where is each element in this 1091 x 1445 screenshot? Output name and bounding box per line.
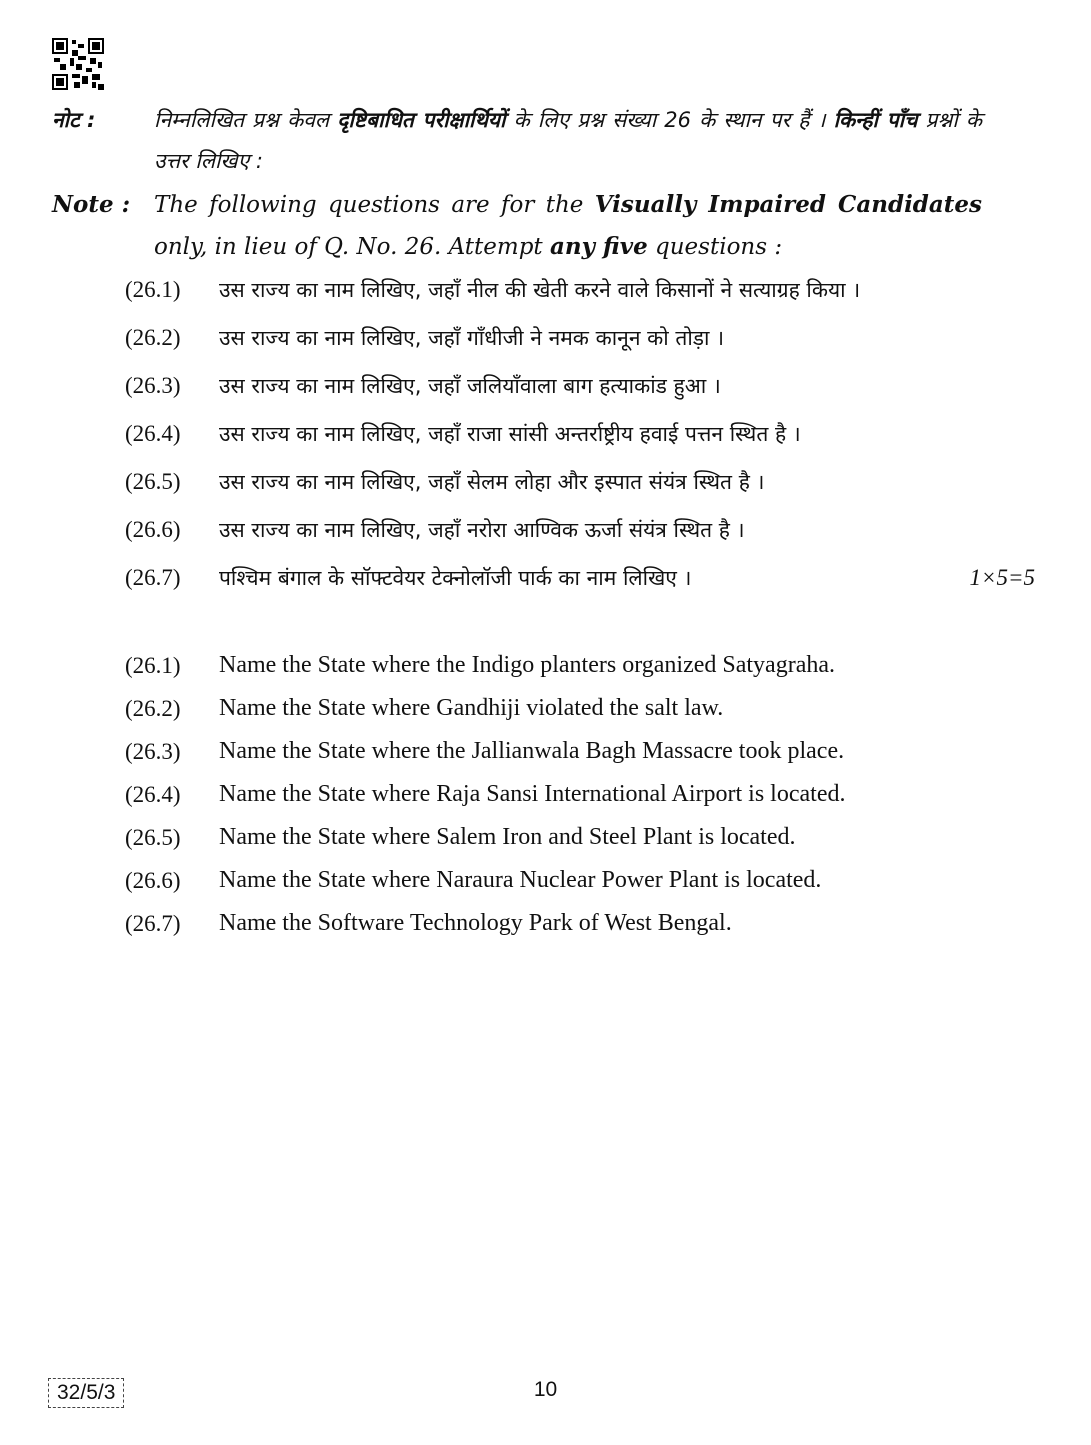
question-number: (26.6)	[125, 868, 181, 893]
question-number: (26.4)	[125, 782, 181, 807]
question-text: उस राज्य का नाम लिखिए, जहाँ राजा सांसी अन्तर्राष्ट्रीय हवाई पत्तन स्थित है ।	[219, 422, 801, 446]
question-number: (26.6)	[125, 517, 181, 542]
question-text: उस राज्य का नाम लिखिए, जहाँ सेलम लोहा और इस्पात संयंत्र स्थित है ।	[219, 470, 765, 494]
question-number: (26.5)	[125, 825, 181, 850]
hindi-note-text	[154, 100, 982, 182]
question-text: Name the State where the Indigo planters organized Satyagraha.	[219, 652, 835, 678]
list-item	[125, 464, 980, 500]
question-number: (26.1)	[125, 277, 181, 302]
marks-allocation: 1×5=5	[969, 565, 1035, 590]
english-note-text	[154, 184, 982, 268]
list-item	[125, 272, 980, 308]
list-item	[125, 822, 980, 853]
question-text: उस राज्य का नाम लिखिए, जहाँ जलियाँवाला बाग हत्याकांड हुआ ।	[219, 374, 721, 398]
question-text: उस राज्य का नाम लिखिए, जहाँ गाँधीजी ने नमक कानून को तोड़ा ।	[219, 326, 725, 350]
hindi-note-label: नोट :	[52, 108, 96, 132]
english-note-text-3: questions :	[647, 234, 783, 260]
list-item	[125, 779, 980, 810]
list-item	[125, 693, 980, 724]
question-number: (26.3)	[125, 373, 181, 398]
hindi-note-bold-1: दृष्टिबाधित परीक्षार्थियों	[337, 108, 506, 132]
question-text: Name the State where Raja Sansi International Airport is located.	[219, 781, 846, 807]
english-note-bold-2: any five	[549, 233, 648, 260]
question-number: (26.7)	[125, 565, 181, 590]
list-item	[125, 650, 980, 681]
hindi-question-list	[125, 272, 1035, 596]
list-item	[125, 736, 980, 767]
question-text: पश्चिम बंगाल के सॉफ्टवेयर टेक्नोलॉजी पार्क का नाम लिखिए ।	[219, 566, 692, 590]
list-item	[125, 320, 980, 356]
question-text: Name the State where Salem Iron and Steel Plant is located.	[219, 824, 796, 850]
list-item	[125, 416, 980, 452]
question-number: (26.2)	[125, 696, 181, 721]
question-number: (26.4)	[125, 421, 181, 446]
hindi-note-text-1: निम्नलिखित प्रश्न केवल	[154, 108, 338, 132]
hindi-note-text-2: के लिए प्रश्न संख्या 26 के स्थान पर हैं ।	[505, 108, 834, 132]
list-item	[125, 865, 980, 896]
question-text: Name the State where Naraura Nuclear Power Plant is located.	[219, 867, 822, 893]
question-text: Name the State where the Jallianwala Bagh Massacre took place.	[219, 738, 845, 764]
question-text: उस राज्य का नाम लिखिए, जहाँ नरोरा आण्विक ऊर्जा संयंत्र स्थित है ।	[219, 518, 745, 542]
paper-code: 32/5/3	[48, 1378, 124, 1408]
question-number: (26.7)	[125, 911, 181, 936]
qr-code-icon	[52, 38, 104, 90]
english-note-label: Note :	[52, 191, 131, 218]
page-number: 10	[533, 1378, 558, 1401]
english-note-bold-1: Visually Impaired Candidates	[594, 191, 982, 218]
hindi-note	[52, 100, 982, 182]
list-item	[125, 908, 980, 939]
question-text: Name the Software Technology Park of West Bengal.	[219, 910, 732, 936]
english-note-text-2: only, in lieu of Q. No. 26. Attempt	[154, 234, 550, 260]
hindi-note-text-3: प्रश्नों के उत्तर लिखिए :	[154, 108, 982, 173]
english-question-list	[125, 650, 980, 939]
list-item	[125, 368, 980, 404]
list-item	[125, 560, 1035, 596]
english-note-text-1: The following questions are for the	[154, 192, 595, 218]
english-note	[52, 184, 982, 268]
question-number: (26.2)	[125, 325, 181, 350]
hindi-note-bold-2: किन्हीं पाँच	[833, 108, 918, 132]
question-number: (26.5)	[125, 469, 181, 494]
question-text: उस राज्य का नाम लिखिए, जहाँ नील की खेती करने वाले किसानों ने सत्याग्रह किया ।	[219, 278, 861, 302]
question-text: Name the State where Gandhiji violated the salt law.	[219, 695, 724, 721]
question-number: (26.1)	[125, 653, 181, 678]
list-item	[125, 512, 980, 548]
question-number: (26.3)	[125, 739, 181, 764]
